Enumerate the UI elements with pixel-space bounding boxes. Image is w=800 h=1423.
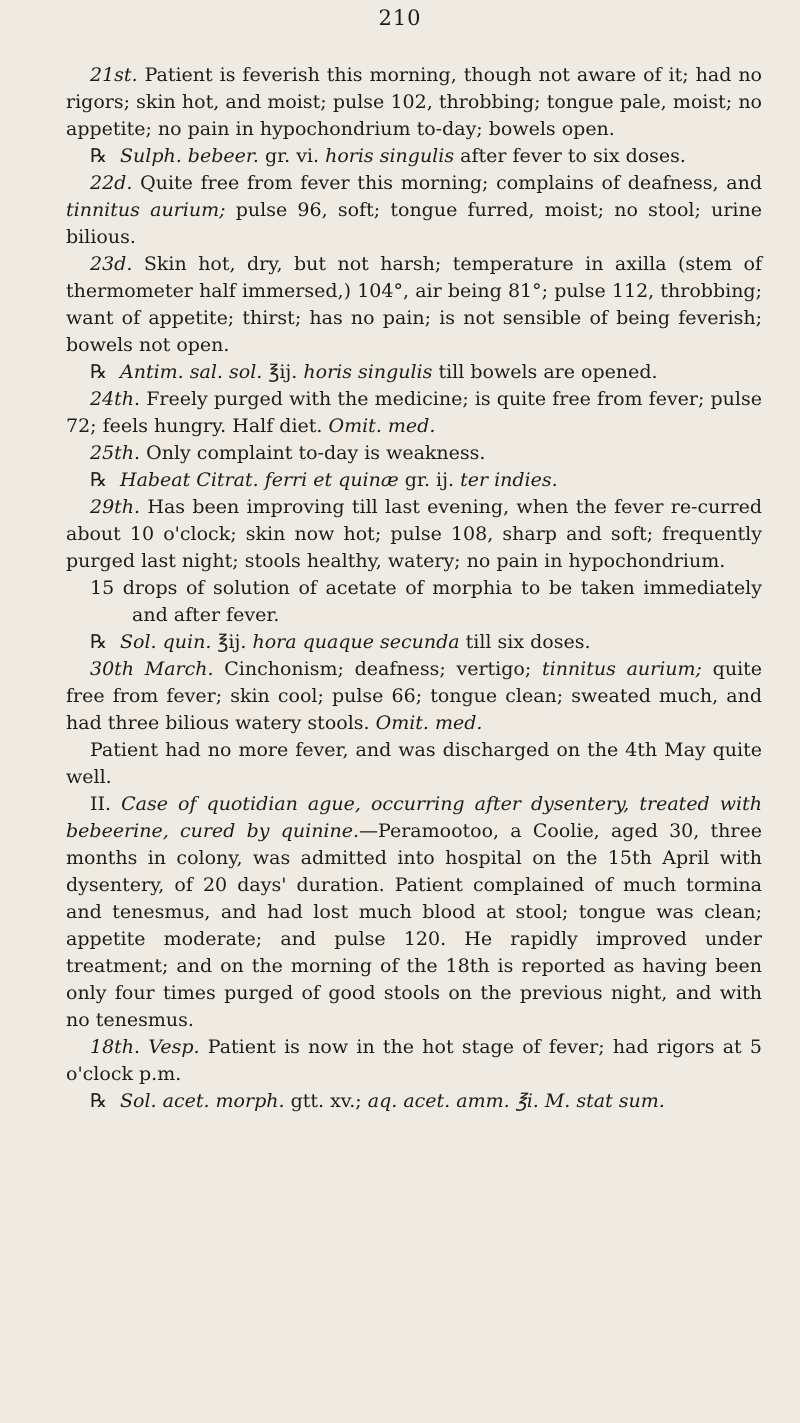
entry-text: Freely purged with the medicine; is quite free from fever; pulse 72; feels hungry. Half diet.	[66, 388, 762, 437]
entry-date: 30th March.	[90, 658, 214, 680]
recipe-symbol: ℞	[90, 631, 108, 653]
recipe-symbol: ℞	[90, 361, 108, 383]
dose: ℥ij.	[268, 361, 298, 383]
paragraph-discharge	[66, 737, 762, 791]
entry-tail: Patient is now in the hot stage of fever; had rigors at 5 o'clock p.m.	[66, 1036, 762, 1085]
prescription-1	[66, 143, 762, 170]
paragraph-21st	[66, 62, 762, 143]
prescription-morphia	[66, 575, 762, 629]
directions-tail: after fever to six doses.	[460, 145, 686, 167]
entry-tail: pulse 96, soft; tongue furred, moist; no stool; urine bilious.	[66, 199, 762, 248]
recipe-symbol: ℞	[90, 1090, 108, 1112]
prescription-4	[66, 629, 762, 656]
entry-italic: Omit. med.	[328, 415, 436, 437]
drug-name: Antim. sal. sol.	[120, 361, 263, 383]
entry-date: 25th.	[90, 442, 141, 464]
prescription-5	[66, 1088, 762, 1115]
page-body	[66, 62, 762, 1115]
entry-text: Patient is feverish this morning, though not aware of it; had no rigors; skin hot, and moist; pulse 102, throbbing; tongue pale, moist; no appetite; no pain in hypochondrium to-day; bowels open.	[66, 64, 762, 140]
entry-text: Only complaint to-day is weakness.	[146, 442, 486, 464]
drug-name: Sol. acet. morph.	[120, 1090, 285, 1112]
paragraph-23d	[66, 251, 762, 359]
directions-tail: till six doses.	[465, 631, 591, 653]
drug-name: Habeat Citrat. ferri et quinæ	[120, 469, 399, 491]
prescription-2	[66, 359, 762, 386]
latin-directions: aq. acet. amm.	[367, 1090, 510, 1112]
entry-date: 29th.	[90, 496, 141, 518]
entry-text: Has been improving till last evening, when the fever re-curred about 10 o'clock; skin now hot; pulse 108, sharp and soft; frequently purged last night; stools healthy, watery; no pain in hypochondrium.	[66, 496, 762, 572]
recipe-symbol: ℞	[90, 145, 108, 167]
entry-date: 24th.	[90, 388, 141, 410]
prescription-text: 15 drops of solution of acetate of morphia to be taken immediately and after fever.	[90, 577, 762, 626]
latin-directions: hora quaque secunda	[252, 631, 460, 653]
entry-text: Cinchonism; deafness; vertigo;	[224, 658, 532, 680]
prescription-3	[66, 467, 762, 494]
directions-tail: ℥i. M. stat sum.	[515, 1090, 665, 1112]
paragraph-24th	[66, 386, 762, 440]
entry-date: 22d.	[90, 172, 133, 194]
drug-name: Sulph. bebeer.	[120, 145, 259, 167]
drug-name: Sol. quin.	[120, 631, 212, 653]
paragraph-30th-march	[66, 656, 762, 737]
paragraph-29th	[66, 494, 762, 575]
entry-text: Skin hot, dry, but not harsh; temperature in axilla (stem of thermometer half immersed,) 104°, air being 81°; pulse 112, throbbing; want of appetite; thirst; has no pain; is not sensible of being feverish; bowels not open.	[66, 253, 763, 356]
page-number: 210	[378, 6, 422, 30]
entry-italic-omit: Omit. med.	[375, 712, 483, 734]
case-text: —Peramootoo, a Coolie, aged 30, three months in colony, was admitted into hospital on the 15th April with dysentery, of 20 days' duration. Patient complained of much tormina and tenesmus, and had lost much blood at stool; tongue was clean; appetite moderate; and pulse 120. He rapidly improved under treatment; and on the morning of the 18th is reported as having been only four times purged of good stools on the previous night, and with no tenesmus.	[66, 820, 762, 1031]
paragraph-18th	[66, 1034, 762, 1088]
recipe-symbol: ℞	[90, 469, 108, 491]
entry-date: 18th.	[90, 1036, 141, 1058]
entry-tail: quite free from fever; skin cool; pulse 66; tongue clean; sweated much, and had three bilious watery stools.	[66, 658, 763, 734]
dose: gr. ij.	[404, 469, 455, 491]
entry-date: 23d.	[90, 253, 133, 275]
dose: gtt. xv.;	[290, 1090, 362, 1112]
entry-italic: Vesp.	[148, 1036, 200, 1058]
case-number: II.	[90, 793, 112, 815]
paragraph-22d	[66, 170, 762, 251]
entry-italic: tinnitus aurium;	[541, 658, 702, 680]
entry-text: Quite free from fever this morning; complains of deafness, and	[140, 172, 762, 194]
dose: ℥ij.	[217, 631, 247, 653]
dose: gr. vi.	[264, 145, 320, 167]
entry-date: 21st.	[90, 64, 138, 86]
paragraph-case-ii	[66, 791, 762, 1034]
latin-directions: ter indies.	[460, 469, 558, 491]
entry-text: Patient had no more fever, and was discharged on the 4th May quite well.	[66, 739, 762, 788]
latin-directions: horis singulis	[325, 145, 455, 167]
latin-directions: horis singulis	[303, 361, 433, 383]
case-title: Case of quotidian ague, occurring after dysentery, treated with bebeerine, cured by quinine.	[66, 793, 762, 842]
directions-tail: till bowels are opened.	[438, 361, 658, 383]
paragraph-25th	[66, 440, 762, 467]
entry-italic: tinnitus aurium;	[66, 199, 226, 221]
